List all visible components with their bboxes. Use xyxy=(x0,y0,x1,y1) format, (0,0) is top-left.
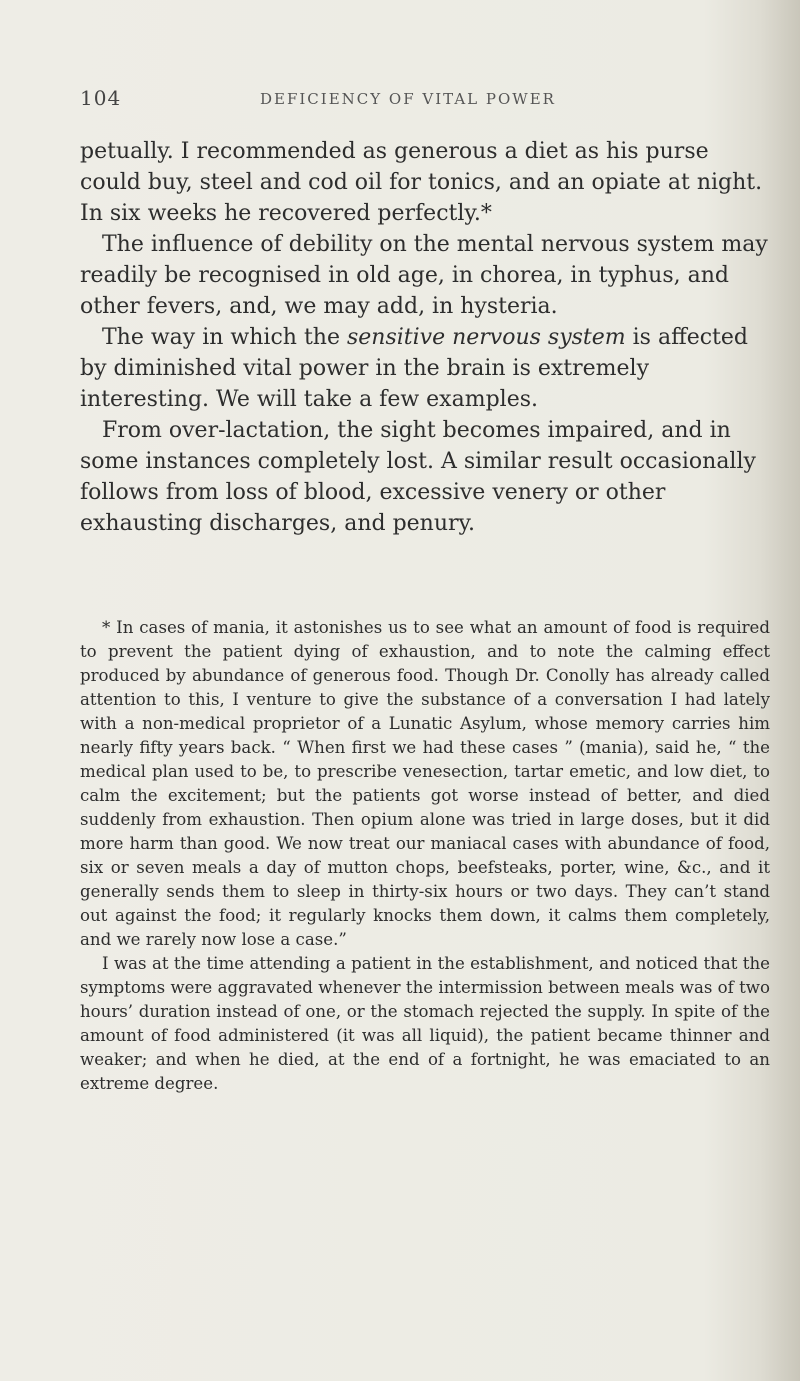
page-header xyxy=(80,86,770,116)
paragraph xyxy=(80,322,770,415)
text-run: is affected by diminished vital power in the brain is extremely interesting. We will take a few examples. xyxy=(80,325,748,412)
running-head: DEFICIENCY OF VITAL POWER xyxy=(260,90,556,108)
footnote-paragraph: I was at the time attending a patient in the establishment, and noticed that the symptoms were aggravated whenever the intermission between meals was of two hours’ duration instead of one, or the stomach rejected the supply. In spite of the amount of food administered (it was all liquid), the patient became thinner and weaker; and when he died, at the end of a fortnight, he was emaciated to an extreme degree. xyxy=(80,954,770,1093)
footnote xyxy=(80,616,770,1096)
text-run: The way in which the xyxy=(102,325,347,350)
body-text xyxy=(80,136,770,539)
footnote-paragraph: * In cases of mania, it astonishes us to see what an amount of food is required to prevent the patient dying of exhaustion, and to note the calming effect produced by abundance of generous food. Though Dr. Conolly has already called attention to this, I venture to give the substance of a conversation I had lately with a non-medical proprietor of a Lunatic Asylum, whose memory carries him nearly fifty years back. “ When first we had these cases ” (mania), said he, “ the medical plan used to be, to prescribe venesection, tartar emetic, and low diet, to calm the excitement; but the patients got worse instead of better, and died suddenly from exhaustion. Then opium alone was tried in large doses, but it did more harm than good. We now treat our maniacal cases with abundance of food, six or seven meals a day of mutton chops, beefsteaks, porter, wine, &c., and it generally sends them to sleep in thirty-six hours or two days. They can’t stand out against the food; it regularly knocks them down, it calms them completely, and we rarely now lose a case.” xyxy=(80,618,770,949)
paragraph: The influence of debility on the mental nervous system may readily be recognised in old age, in chorea, in typhus, and other fevers, and, we may add, in hysteria. xyxy=(80,232,768,319)
paragraph: petually. I recommended as generous a diet as his purse could buy, steel and cod oil for tonics, and an opiate at night. In six weeks he recovered perfectly.* xyxy=(80,139,763,226)
paragraph: From over-lactation, the sight becomes impaired, and in some instances completely lost. A similar result occasionally follows from loss of blood, excessive venery or other exhausting discharges, and penury. xyxy=(80,418,756,536)
emphasis: sensitive nervous system xyxy=(346,325,626,350)
page-number: 104 xyxy=(80,86,122,110)
